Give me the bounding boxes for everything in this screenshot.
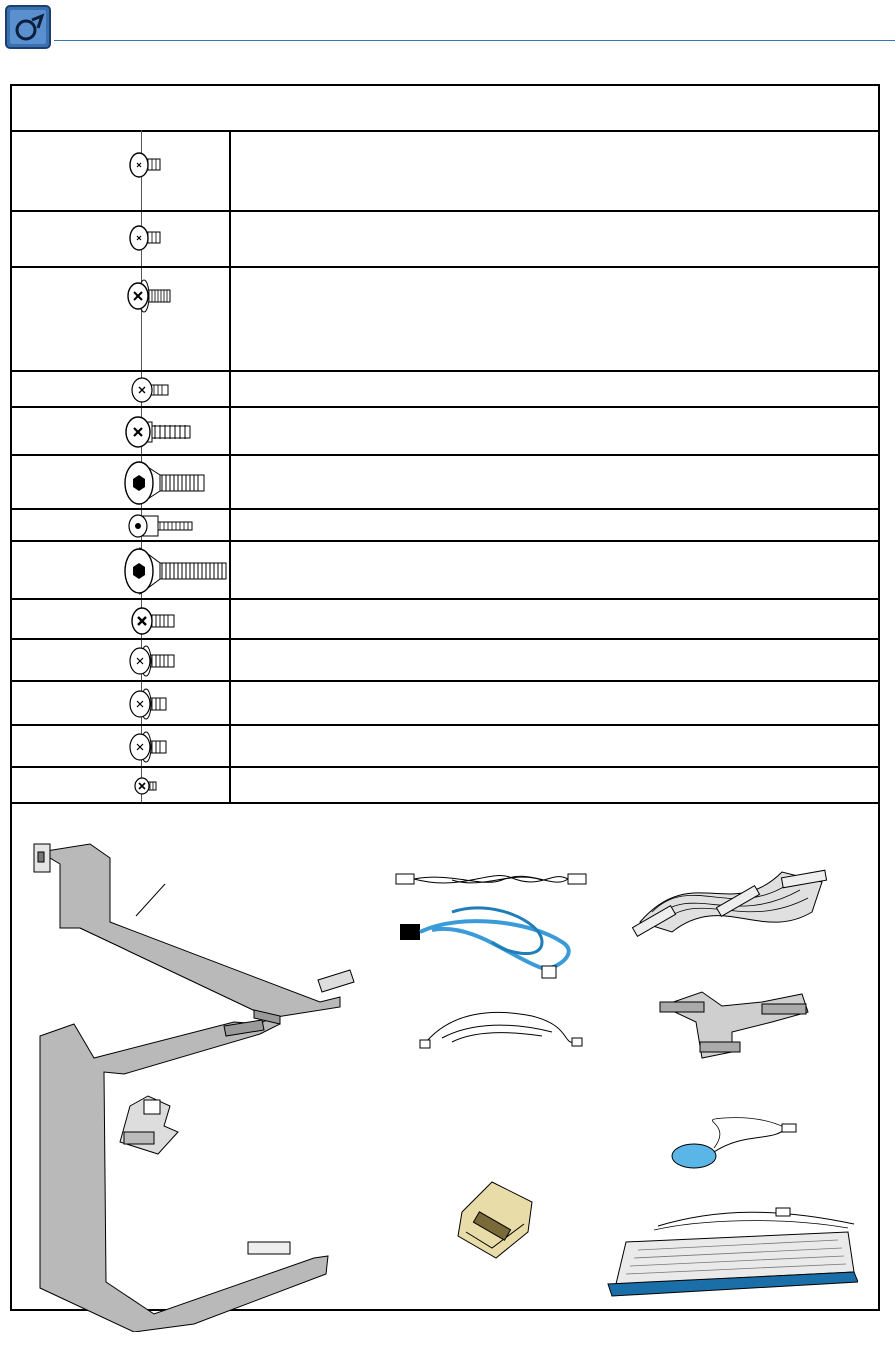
- phillips-screw-long-icon: [124, 414, 194, 450]
- hex-countersunk-screw-icon: [122, 460, 208, 506]
- row-description: [233, 372, 878, 406]
- row-description: [233, 510, 878, 540]
- table-row: [12, 372, 878, 408]
- vga-adapter-icon: [118, 1092, 184, 1158]
- row-description: [233, 456, 878, 508]
- phillips-flanged-screw-icon: [126, 278, 174, 314]
- scsi-adapter-icon: [452, 1172, 542, 1262]
- row-description: [233, 682, 878, 724]
- table-row: [12, 408, 878, 456]
- phillips-screw-small-icon: [128, 223, 168, 253]
- apple-logo-icon: [4, 2, 52, 50]
- table-row: [12, 600, 878, 640]
- ribbon-cable-short-icon: [652, 982, 822, 1072]
- modem-cable-icon: [412, 1002, 592, 1062]
- row-description: [233, 542, 878, 598]
- large-flex-cable-icon: [34, 1002, 344, 1332]
- row-description: [233, 726, 878, 766]
- table-row: [12, 456, 878, 510]
- row-description: [233, 268, 878, 370]
- phillips-flanged-screw-medium-icon: [128, 644, 178, 678]
- table-row: [12, 542, 878, 600]
- row-description: [233, 408, 878, 454]
- phillips-screw-medium-icon: [130, 606, 178, 636]
- table-row: [12, 510, 878, 542]
- standoff-screw-icon: [126, 512, 196, 540]
- usb-cable-icon: [392, 862, 592, 898]
- row-description: [233, 768, 878, 802]
- phillips-screw-small-icon: [128, 150, 168, 180]
- phillips-flanged-screw-short-icon: [128, 687, 172, 721]
- phillips-flanged-screw-tiny-icon: [130, 376, 172, 404]
- ribbon-cable-icon: [632, 852, 832, 942]
- micro-screw-icon: [132, 775, 162, 797]
- parts-frame: [10, 84, 880, 1311]
- row-description: [233, 130, 878, 210]
- row-description: [233, 600, 878, 638]
- page-header: [0, 0, 895, 56]
- table-row: [12, 268, 878, 372]
- phillips-flanged-screw-short-icon: [128, 730, 172, 764]
- keyboard-icon: [598, 1202, 858, 1302]
- hex-countersunk-screw-long-icon: [122, 546, 228, 596]
- ac-power-cord-icon: [392, 902, 592, 992]
- mouse-icon: [664, 1112, 804, 1176]
- flex-cable-icon: [20, 832, 360, 1022]
- table-row: [12, 682, 878, 726]
- row-description: [233, 640, 878, 680]
- header-rule: [54, 40, 895, 41]
- parts-illustrations: [12, 802, 878, 1309]
- table-row: [12, 640, 878, 682]
- table-row: [12, 212, 878, 268]
- table-header: [12, 86, 878, 132]
- table-row: [12, 130, 878, 212]
- row-description: [233, 212, 878, 266]
- table-row: [12, 726, 878, 768]
- table-row: [12, 768, 878, 804]
